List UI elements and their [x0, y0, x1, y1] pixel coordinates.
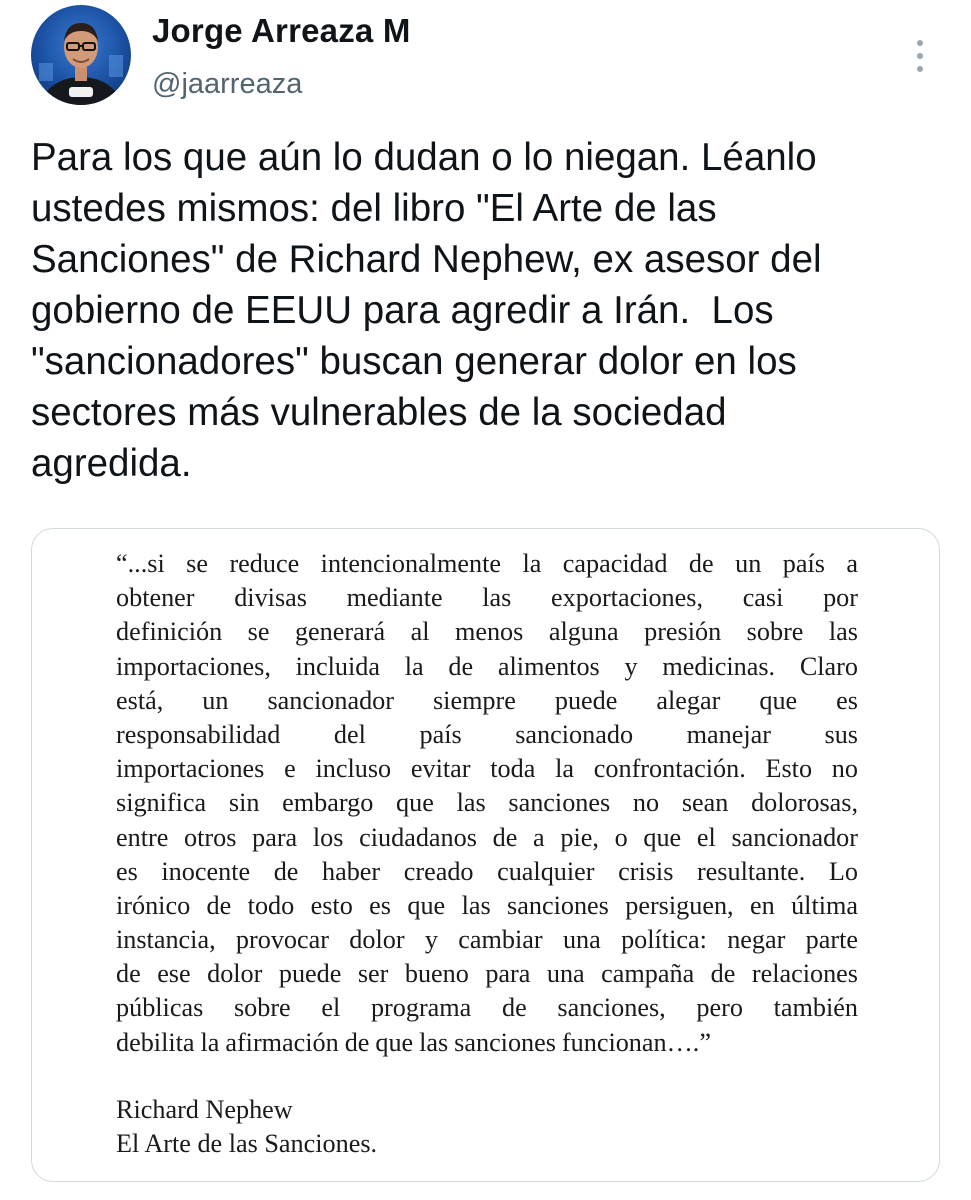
quote-line: importaciones, incluida la de alimentos y medicinas. Claro	[116, 651, 858, 681]
tweet-text	[31, 132, 941, 489]
quote-line: instancia, provocar dolor y cambiar una política: negar parte	[116, 925, 858, 955]
quote-line: “...si se reduce intencionalmente la capacidad de un país a	[116, 549, 858, 578]
tweet-media-image[interactable]	[31, 528, 940, 1182]
quote-line: debilita la afirmación de que las sanciones funcionan….”	[116, 1027, 711, 1057]
attribution-book: El Arte de las Sanciones.	[116, 1129, 378, 1159]
quote-line: de ese dolor puede ser bueno para una campaña de relaciones	[116, 959, 858, 989]
quote-line: es inocente de haber creado cualquier crisis resultante. Lo	[116, 856, 858, 886]
quote-line: responsabilidad del país sancionado manejar sus	[116, 719, 858, 749]
quote-line: definición se generará al menos alguna presión sobre las	[116, 617, 858, 647]
avatar[interactable]	[31, 5, 131, 105]
tweet-text-line: Para los que aún lo dudan o lo niegan. Léanlo	[31, 136, 817, 179]
quote-line: importaciones e incluso evitar toda la confrontación. Esto no	[116, 754, 858, 784]
more-options-button[interactable]	[905, 36, 935, 76]
tweet-text-line: sectores más vulnerables de la sociedad	[31, 391, 727, 434]
tweet-text-line: "sancionadores" buscan generar dolor en los	[31, 340, 797, 383]
more-vertical-icon	[917, 40, 923, 46]
attribution-author: Richard Nephew	[116, 1095, 293, 1124]
quote-line: significa sin embargo que las sanciones no sean dolorosas,	[116, 788, 858, 818]
tweet-text-line: Sanciones" de Richard Nephew, ex asesor del	[31, 238, 822, 281]
quote-line: entre otros para los ciudadanos de a pie, o que el sancionador	[116, 822, 858, 852]
more-vertical-icon	[917, 66, 923, 72]
book-quote	[116, 547, 858, 1060]
quote-attribution	[116, 1093, 377, 1161]
author-handle[interactable]: @jaarreaza	[152, 68, 303, 100]
tweet-text-line: ustedes mismos: del libro "El Arte de las	[31, 187, 717, 230]
quote-line: está, un sancionador siempre puede alegar que es	[116, 685, 858, 715]
avatar-photo-icon	[31, 5, 131, 105]
tweet-header	[0, 0, 971, 120]
tweet-text-line: agredida.	[31, 442, 192, 485]
quote-line: irónico de todo esto es que las sanciones persiguen, en última	[116, 890, 858, 920]
more-vertical-icon	[917, 53, 923, 59]
quote-line: públicas sobre el programa de sanciones, pero también	[116, 993, 858, 1023]
tweet-text-line: gobierno de EEUU para agredir a Irán. Los	[31, 289, 774, 332]
author-display-name[interactable]: Jorge Arreaza M	[152, 12, 411, 49]
quote-line: obtener divisas mediante las exportaciones, casi por	[116, 583, 858, 613]
